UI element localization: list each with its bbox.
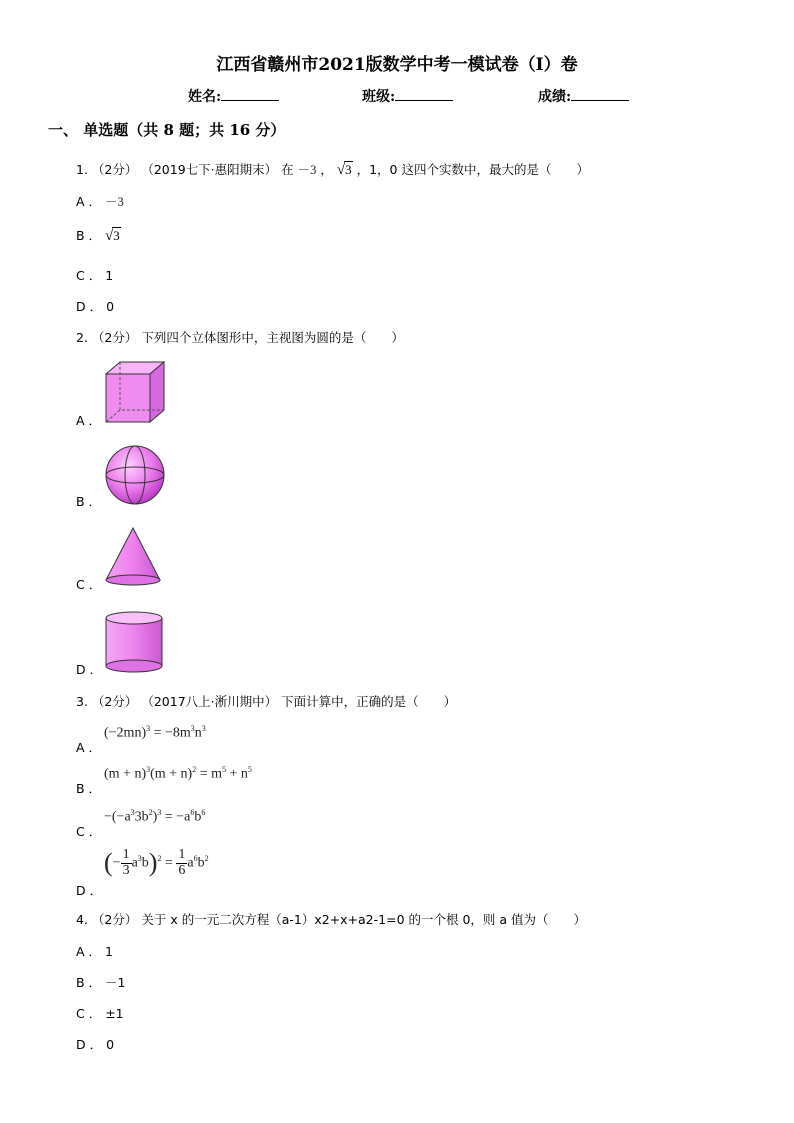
option-label: C ． — [76, 577, 102, 592]
option-label: D ． — [76, 299, 103, 314]
sqrt-symbol: √3 — [336, 162, 352, 178]
formula-3a: $(-2mn)^3 = -8m^3n^3$ — [104, 724, 206, 741]
option-3a[interactable] — [76, 738, 101, 756]
question-points: （2分） — [91, 912, 138, 927]
option-value: 0 — [106, 299, 115, 314]
option-2a[interactable] — [76, 411, 101, 429]
question-text: 在 — [281, 162, 294, 177]
option-1c[interactable] — [76, 266, 113, 284]
option-label: A ． — [76, 944, 102, 959]
cone-image — [104, 526, 162, 588]
score-blank[interactable] — [571, 88, 629, 101]
formula-3c: $-(-a^33b^2)^3 = -a^6b^6$ — [104, 808, 206, 825]
option-2d[interactable] — [76, 660, 102, 678]
question-source: （2017八上·淅川期中） — [141, 694, 278, 709]
question-text: ， — [320, 162, 333, 177]
option-1b[interactable] — [76, 226, 121, 245]
class-label: 班级: — [362, 89, 396, 105]
option-1d[interactable] — [76, 297, 114, 315]
question-text: 下列四个立体图形中，主视图为圆的是（ ） — [141, 330, 404, 345]
option-3b[interactable] — [76, 779, 101, 797]
name-field — [188, 86, 279, 106]
option-value: －3 — [105, 195, 124, 209]
option-label: A ． — [76, 413, 102, 428]
question-number: 3. — [76, 694, 88, 709]
question-4 — [76, 910, 586, 928]
question-text: ，1，0 这四个实数中，最大的是（ ） — [356, 162, 589, 177]
option-value: ±1 — [105, 1006, 124, 1021]
question-points: （2分） — [91, 162, 138, 177]
cylinder-image — [104, 610, 164, 674]
option-label: D ． — [76, 1037, 103, 1052]
page-title: 江西省赣州市2021版数学中考一模试卷（I）卷 — [216, 55, 578, 75]
formula-3b: $(m + n)^3(m + n)^2 = m^5 + n^5$ — [104, 765, 252, 782]
option-label: C ． — [76, 1006, 102, 1021]
option-value: 0 — [106, 1037, 115, 1052]
name-label: 姓名: — [188, 89, 222, 105]
option-2c[interactable] — [76, 575, 101, 593]
option-4c[interactable] — [76, 1004, 124, 1022]
option-2b[interactable] — [76, 492, 101, 510]
question-2 — [76, 328, 404, 346]
class-field — [362, 86, 453, 106]
formula-3d: (− $\frac{1}{3}$ $a^3b)^2$ = $\frac{1}{6}$ $a^6b^2$ — [104, 847, 209, 878]
sphere-image — [104, 444, 166, 506]
option-4b[interactable] — [76, 973, 126, 991]
cube-image — [104, 360, 166, 424]
score-field — [538, 86, 629, 106]
name-blank[interactable] — [221, 88, 279, 101]
question-3 — [76, 692, 456, 710]
option-label: B ． — [76, 494, 102, 509]
question-text: 下面计算中，正确的是（ ） — [281, 694, 457, 709]
option-label: B ． — [76, 781, 102, 796]
radicand: 3 — [345, 162, 352, 177]
question-source: （2019七下·惠阳期末） — [141, 162, 278, 177]
option-label: D ． — [76, 883, 103, 898]
question-points: （2分） — [91, 330, 138, 345]
section-heading: 一、 单选题（共 8 题；共 16 分） — [48, 121, 286, 139]
question-number: 4. — [76, 912, 88, 927]
question-number: 2. — [76, 330, 88, 345]
option-value: －1 — [105, 975, 126, 990]
option-label: C ． — [76, 824, 102, 839]
sqrt-symbol: √3 — [105, 228, 120, 244]
option-3c[interactable] — [76, 822, 101, 840]
option-4d[interactable] — [76, 1035, 114, 1053]
option-label: C ． — [76, 268, 102, 283]
option-value: 1 — [105, 944, 113, 959]
score-label: 成绩: — [538, 89, 572, 105]
option-label: B ． — [76, 228, 102, 243]
question-points: （2分） — [91, 694, 138, 709]
option-value: 1 — [105, 268, 114, 283]
question-number: 1. — [76, 162, 88, 177]
option-4a[interactable] — [76, 942, 113, 960]
option-label: B ． — [76, 975, 102, 990]
question-text: 关于 x 的一元二次方程（a-1）x2+x+a2-1=0 的一个根 0，则 a 值为（ ） — [141, 912, 587, 927]
option-label: A ． — [76, 194, 102, 209]
math-term: －3 — [297, 163, 317, 177]
option-1a[interactable] — [76, 192, 124, 210]
option-label: A ． — [76, 740, 102, 755]
question-1 — [76, 160, 589, 179]
radicand: 3 — [113, 228, 120, 243]
option-3d[interactable] — [76, 881, 102, 899]
class-blank[interactable] — [395, 88, 453, 101]
option-label: D ． — [76, 662, 103, 677]
